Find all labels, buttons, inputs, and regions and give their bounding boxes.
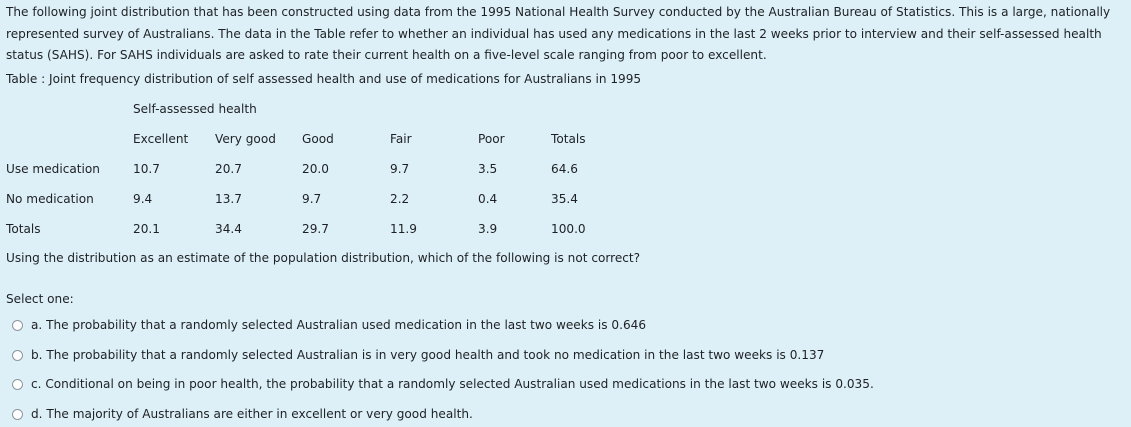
table-cell: 3.5 bbox=[478, 162, 498, 176]
table-caption: Table : Joint frequency distribution of self assessed health and use of medications for Australians in 1995 bbox=[6, 72, 642, 86]
radio-button[interactable] bbox=[12, 379, 23, 390]
table-cell: 9.4 bbox=[133, 192, 153, 206]
table-cell: 64.6 bbox=[551, 162, 578, 176]
table-cell: 20.1 bbox=[133, 222, 160, 236]
row-label: No medication bbox=[6, 192, 94, 206]
column-header: Very good bbox=[215, 132, 276, 146]
row-label: Totals bbox=[6, 222, 41, 236]
table-cell: 29.7 bbox=[302, 222, 329, 236]
table-cell: 0.4 bbox=[478, 192, 498, 206]
table-cell: 11.9 bbox=[390, 222, 417, 236]
group-header: Self-assessed health bbox=[133, 102, 257, 116]
column-header: Excellent bbox=[133, 132, 189, 146]
table-cell: 9.7 bbox=[302, 192, 322, 206]
answer-option-label: c. Conditional on being in poor health, the probability that a randomly selected Australian used medications in the last two weeks is 0.035. bbox=[31, 377, 874, 391]
radio-button[interactable] bbox=[12, 350, 23, 361]
table-cell: 2.2 bbox=[390, 192, 410, 206]
column-header: Totals bbox=[551, 132, 586, 146]
column-header: Good bbox=[302, 132, 334, 146]
answer-option-d[interactable] bbox=[12, 407, 473, 421]
table-cell: 13.7 bbox=[215, 192, 242, 206]
answer-option-label: b. The probability that a randomly selected Australian is in very good health and took no medication in the last two weeks is 0.137 bbox=[31, 348, 825, 362]
column-header: Fair bbox=[390, 132, 412, 146]
table-cell: 20.0 bbox=[302, 162, 329, 176]
radio-button[interactable] bbox=[12, 320, 23, 331]
radio-button[interactable] bbox=[12, 409, 23, 420]
table-cell: 3.9 bbox=[478, 222, 498, 236]
table-cell: 34.4 bbox=[215, 222, 242, 236]
answer-option-a[interactable] bbox=[12, 318, 646, 332]
table-cell: 10.7 bbox=[133, 162, 160, 176]
answer-option-label: d. The majority of Australians are either in excellent or very good health. bbox=[31, 407, 473, 421]
answer-option-b[interactable] bbox=[12, 348, 824, 362]
answer-option-label: a. The probability that a randomly selected Australian used medication in the last two weeks is 0.646 bbox=[31, 318, 647, 332]
question-intro: The following joint distribution that has been constructed using data from the 1995 National Health Survey conducted by the Australian Bureau of Statistics. This is a large, nationally represented survey of Australians. The data in the Table refer to whether an individual has used any medications in the last 2 weeks prior to interview and their self-assessed health status (SAHS). For SAHS individuals are asked to rate their current health on a five-level scale ranging from poor to excellent. bbox=[6, 5, 1111, 62]
question-text: Using the distribution as an estimate of the population distribution, which of the following is not correct? bbox=[6, 251, 641, 265]
select-one-label: Select one: bbox=[6, 292, 74, 306]
table-cell: 9.7 bbox=[390, 162, 410, 176]
row-label: Use medication bbox=[6, 162, 100, 176]
column-header: Poor bbox=[478, 132, 505, 146]
table-cell: 100.0 bbox=[551, 222, 586, 236]
table-cell: 20.7 bbox=[215, 162, 242, 176]
table-cell: 35.4 bbox=[551, 192, 578, 206]
answer-option-c[interactable] bbox=[12, 377, 874, 391]
